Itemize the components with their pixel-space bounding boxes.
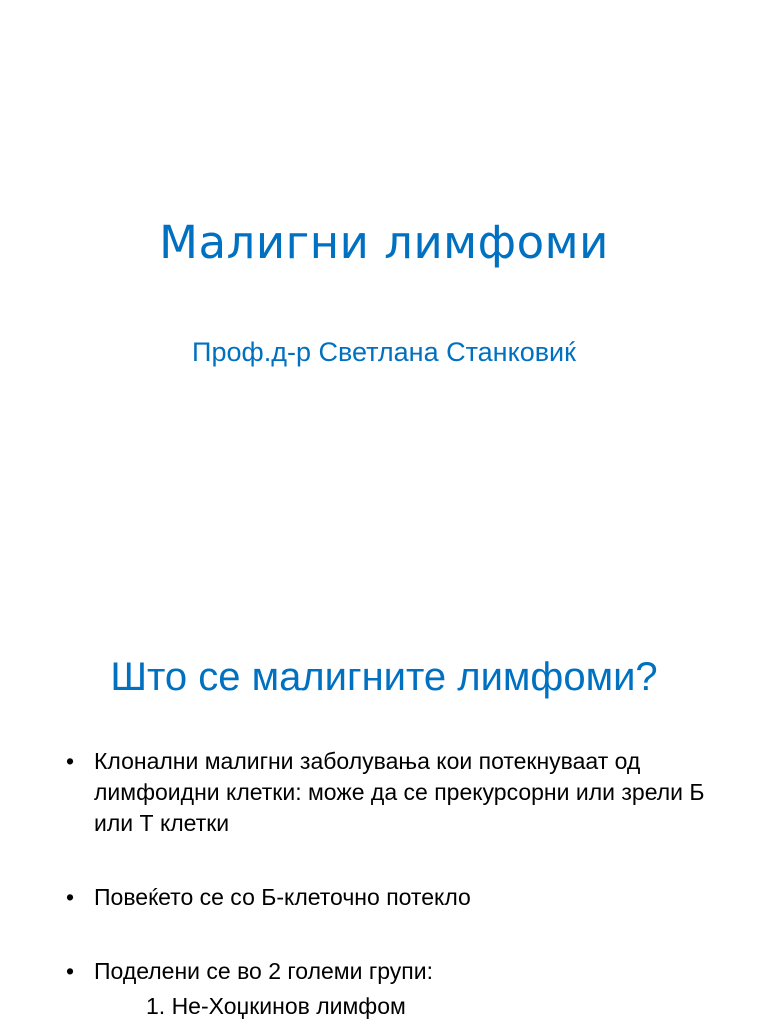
bullet-item	[66, 956, 706, 1022]
slide-subtitle-author: Проф.д-р Светлана Станковиќ	[192, 337, 576, 367]
bullet-item: • Повеќето се со Б-клеточно потекло	[66, 882, 706, 913]
bullet-item: • Клонални малигни заболувања кои потекнуваат од лимфоидни клетки: може да се прекурсорни или зрели Б или Т клетки	[66, 746, 706, 839]
bullet-text: Поделени се во 2 големи групи:	[94, 958, 433, 984]
slide-title: Малигни лимфоми	[159, 216, 609, 269]
content-slide	[0, 576, 768, 1024]
slide-heading: Што се малигните лимфоми?	[110, 655, 658, 699]
bullet-list	[66, 746, 706, 1022]
numbered-subitem: 1. Не-Хоџкинов лимфом	[146, 993, 406, 1019]
